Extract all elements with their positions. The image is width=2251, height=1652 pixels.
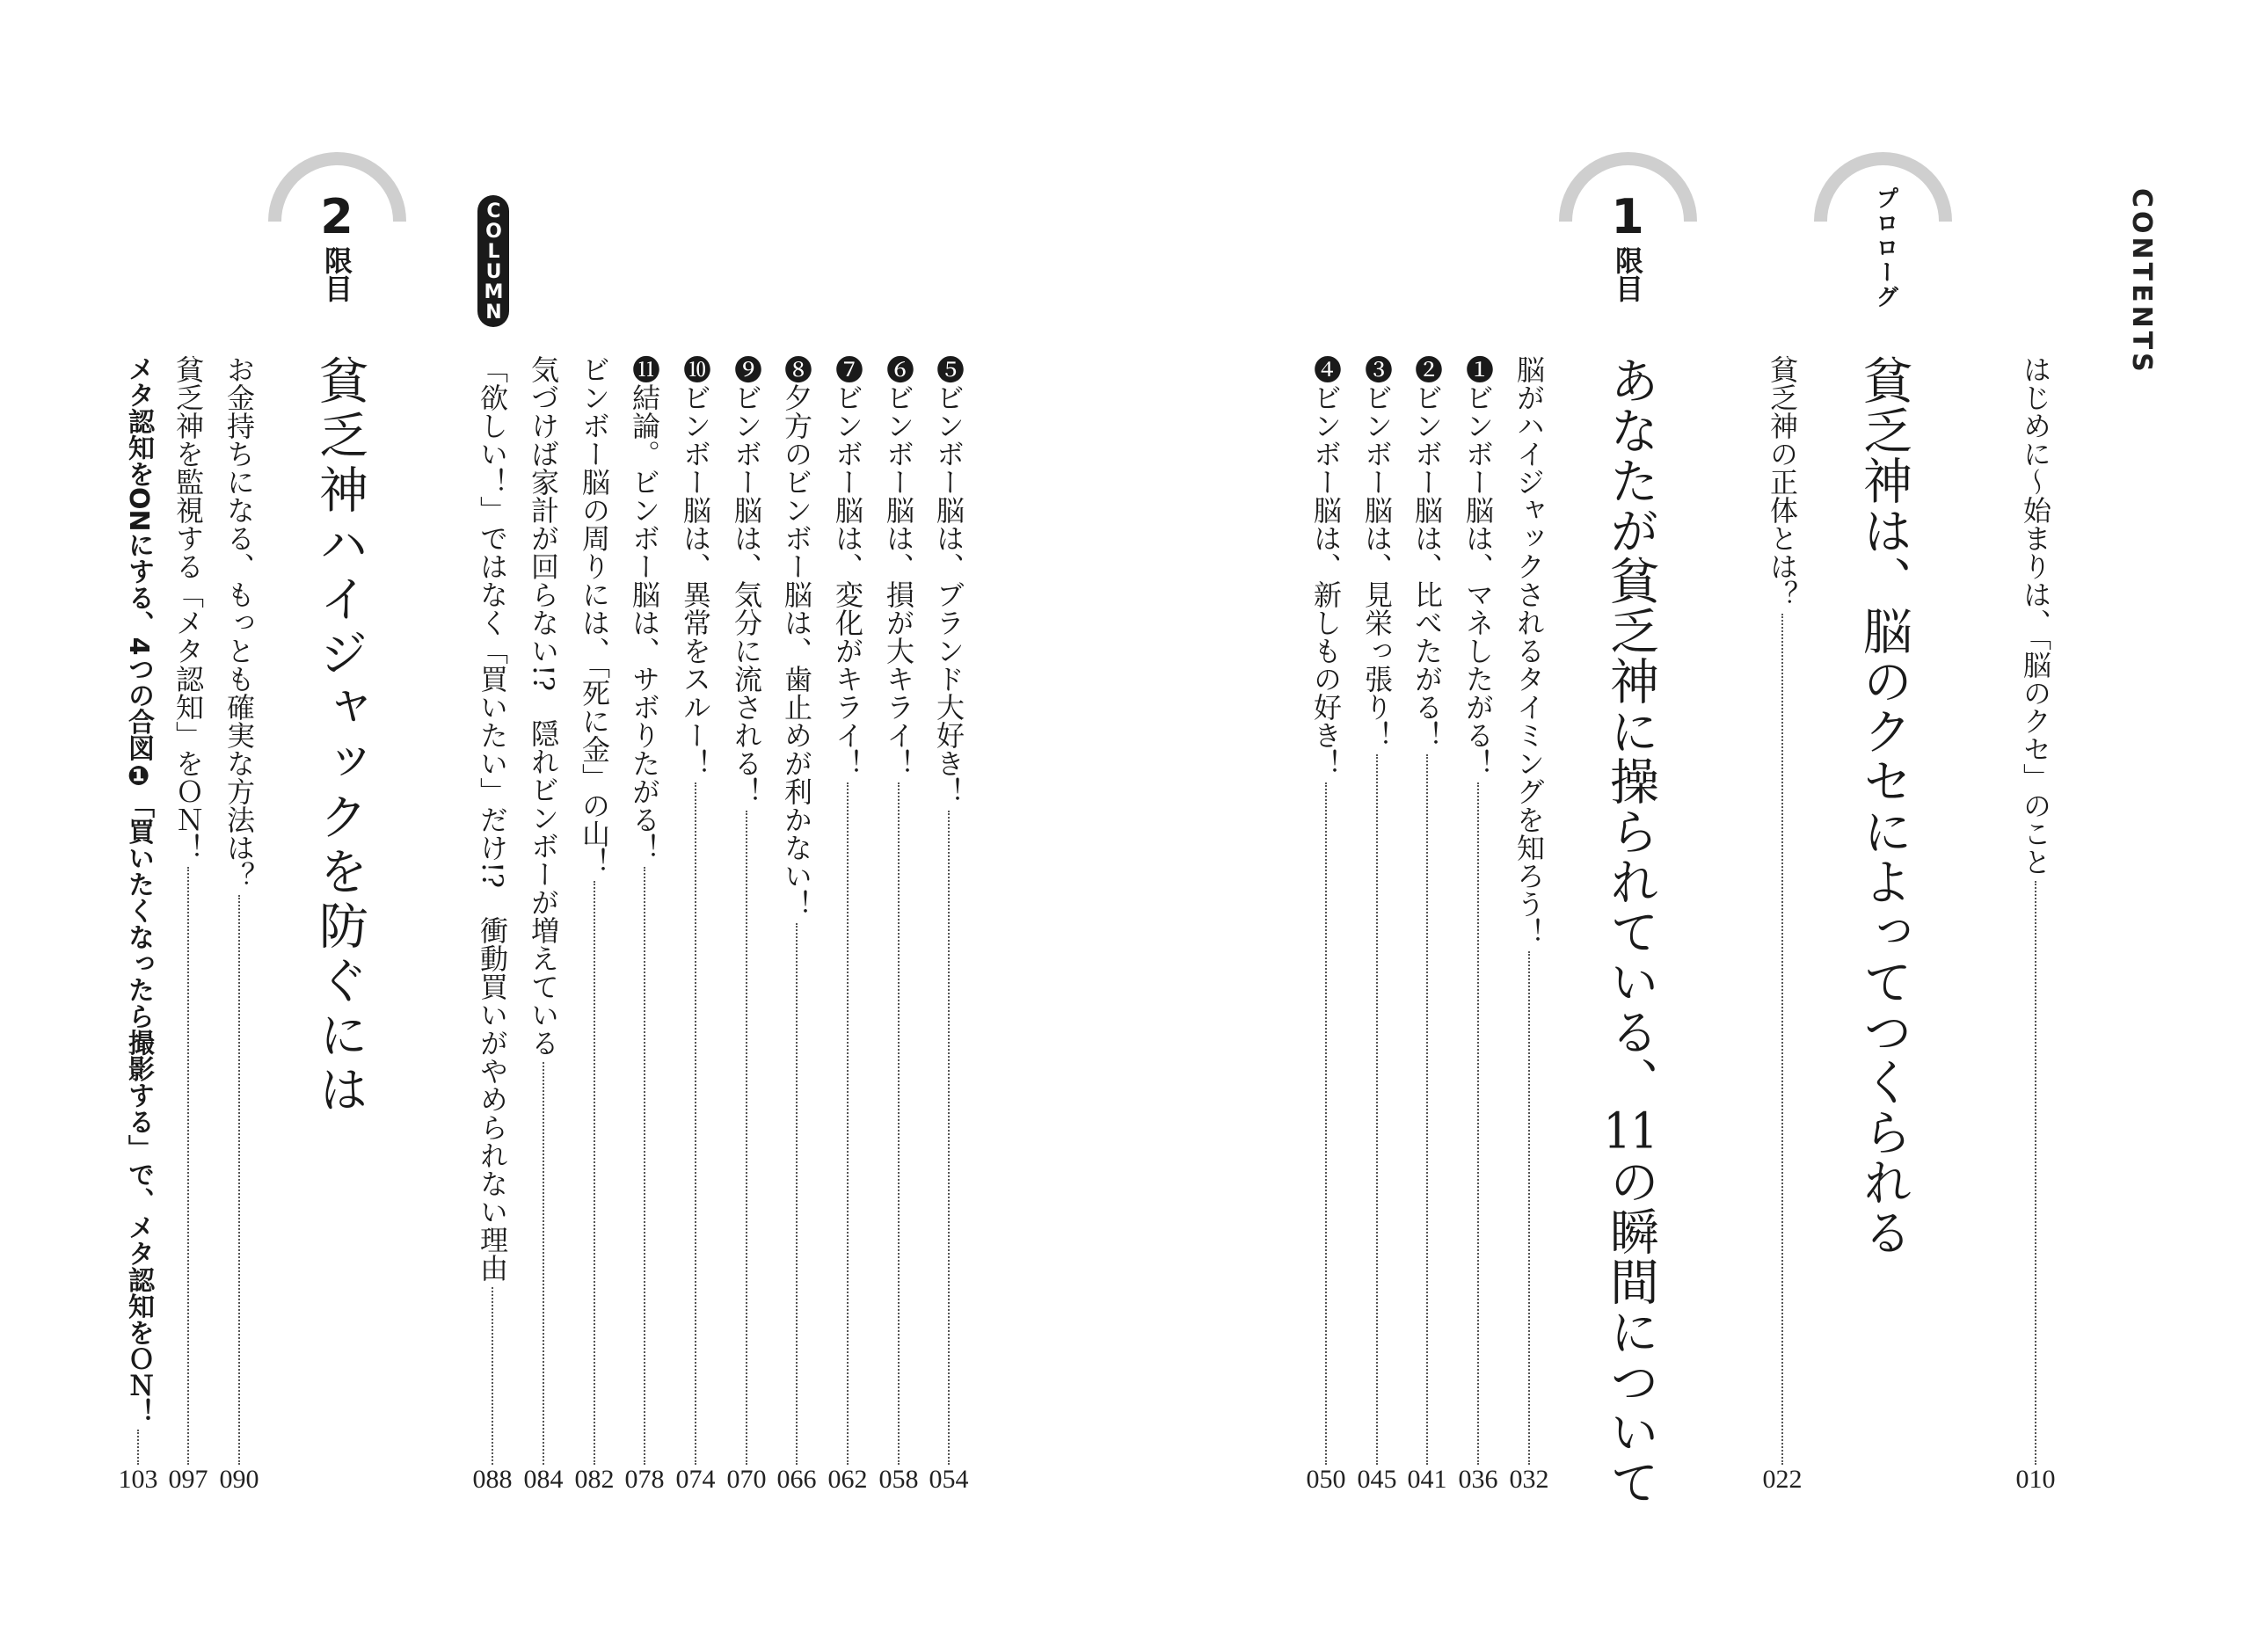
- toc-page-number: 062: [827, 1465, 868, 1494]
- dotted-leader: [1325, 782, 1327, 1465]
- toc-entry-title: ❻ビンボー脳は、損が大キライ！: [882, 355, 915, 777]
- toc-entry-title: ❸ビンボー脳は、見栄っ張り！: [1360, 355, 1394, 749]
- toc-entry-title: 貧乏神を監視する「メタ認知」をＯＮ！: [171, 355, 205, 862]
- toc-page-number: 066: [776, 1465, 817, 1494]
- toc-page-number: 088: [472, 1465, 513, 1494]
- toc-page-number: 058: [878, 1465, 919, 1494]
- prologue-title: 貧乏神は、脳のクセによってつくられる: [1855, 355, 1912, 1257]
- toc-page-number: 078: [624, 1465, 665, 1494]
- dotted-leader: [238, 895, 240, 1465]
- toc-page-number: 074: [675, 1465, 716, 1494]
- toc-entry-title: 貧乏神の正体とは？: [1766, 355, 1799, 608]
- toc-entry: [676, 355, 715, 1465]
- toc-page-number: 022: [1762, 1465, 1803, 1494]
- chapter2-title: 貧乏神ハイジャックを防ぐには: [311, 355, 368, 1118]
- chapter1-title: [1602, 355, 1659, 1507]
- toc-entry: [929, 355, 968, 1465]
- dotted-leader: [594, 881, 595, 1465]
- toc-entry-title: ビンボー脳の周りには、「死に金」の山！: [578, 355, 611, 876]
- toc-entry: [2016, 355, 2055, 1465]
- toc-entry: [1510, 355, 1548, 1465]
- chapter1-title-part: あなたが貧乏神に操られている、: [1602, 355, 1659, 1107]
- toc-entry-title: ❽夕方のビンボー脳は、歯止めが利かない！: [780, 355, 813, 918]
- toc-entry: [220, 355, 259, 1465]
- chapter2-unit: 限目: [320, 246, 353, 302]
- chapter2-number: 2: [320, 189, 353, 244]
- toc-entry-title: ❾ビンボー脳は、気分に流される！: [730, 355, 763, 805]
- toc-entry: [727, 355, 766, 1465]
- toc-entry: [169, 355, 208, 1465]
- toc-entry: [1408, 355, 1446, 1465]
- toc-entry: [1459, 355, 1497, 1465]
- toc-entry: [524, 355, 563, 1465]
- toc-page-number: 097: [168, 1465, 208, 1494]
- toc-entry-title: ❿ビンボー脳は、異常をスルー！: [679, 355, 712, 777]
- toc-page-number: 041: [1407, 1465, 1447, 1494]
- toc-entry: [777, 355, 816, 1465]
- dotted-leader: [1426, 754, 1428, 1465]
- toc-entry-title: ❼ビンボー脳は、変化がキライ！: [831, 355, 864, 777]
- dotted-leader: [1528, 951, 1530, 1465]
- toc-page-number: 036: [1458, 1465, 1498, 1494]
- dotted-leader: [644, 867, 645, 1465]
- toc-page-number: 054: [929, 1465, 969, 1494]
- toc-entry-title: ⓫結論。ビンボー脳は、サボりたがる！: [628, 355, 661, 862]
- dotted-leader: [492, 1287, 493, 1465]
- toc-entry-title: はじめに〜始まりは、「脳のクセ」のこと: [2019, 355, 2052, 876]
- dotted-leader: [695, 782, 696, 1465]
- contents-heading: CONTENTS: [2126, 188, 2157, 375]
- dotted-leader: [948, 811, 950, 1465]
- toc-entry: [625, 355, 664, 1465]
- toc-page-number: 050: [1306, 1465, 1346, 1494]
- chapter1-unit: 限目: [1611, 246, 1644, 302]
- toc-entry-title: 気づけば家計が回らない!? 隠れビンボーが増えている: [527, 355, 560, 1058]
- toc-entry: [1307, 355, 1345, 1465]
- toc-entry-title: ❺ビンボー脳は、ブランド大好き！: [932, 355, 965, 805]
- toc-entry: [879, 355, 918, 1465]
- toc-entry: [473, 355, 512, 1465]
- toc-entry-title: 「欲しい！」ではなく「買いたい」だけ!? 衝動買いがやめられない理由: [476, 355, 509, 1283]
- dotted-leader: [746, 811, 747, 1465]
- dotted-leader: [543, 1062, 544, 1465]
- dotted-leader: [2035, 881, 2036, 1465]
- toc-page-number: 084: [523, 1465, 564, 1494]
- chapter1-title-part: の瞬間について: [1602, 1156, 1659, 1507]
- toc-entry: [1763, 355, 1802, 1465]
- dotted-leader: [1477, 782, 1479, 1465]
- toc-entry-title: ❷ビンボー脳は、比べたがる！: [1410, 355, 1444, 749]
- toc-page-number: 070: [726, 1465, 767, 1494]
- dotted-leader: [187, 867, 189, 1465]
- toc-entry-title: 脳がハイジャックされるタイミングを知ろう！: [1512, 355, 1546, 946]
- toc-page-number: 032: [1509, 1465, 1549, 1494]
- dotted-leader: [1781, 614, 1783, 1465]
- prologue-label: プロローグ: [1872, 186, 1898, 309]
- toc-entry: [575, 355, 614, 1465]
- chapter1-title-number: 11: [1603, 1107, 1658, 1156]
- toc-entry-title: ❶ビンボー脳は、マネしたがる！: [1461, 355, 1495, 777]
- toc-entry-title: お金持ちになる、もっとも確実な方法は？: [222, 355, 256, 890]
- toc-entry-title: ❹ビンボー脳は、新しもの好き！: [1309, 355, 1343, 777]
- toc-entry: [828, 355, 867, 1465]
- toc-page-number: 045: [1357, 1465, 1397, 1494]
- toc-page-number: 103: [118, 1465, 158, 1494]
- dotted-leader: [796, 923, 798, 1465]
- toc-page-number: 010: [2015, 1465, 2056, 1494]
- column-badge: COLUMN: [477, 195, 509, 327]
- toc-entry: [1358, 355, 1396, 1465]
- toc-page-number: 082: [574, 1465, 615, 1494]
- toc-entry-title: メタ認知をONにする、4つの合図❶「買いたくなったら撮影する」で、メタ認知をＯＮ！: [123, 355, 154, 1425]
- dotted-leader: [1376, 754, 1378, 1465]
- chapter1-number: 1: [1611, 189, 1644, 244]
- toc-page-number: 090: [219, 1465, 259, 1494]
- dotted-leader: [898, 782, 900, 1465]
- toc-entry: [119, 355, 157, 1465]
- dotted-leader: [847, 782, 849, 1465]
- dotted-leader: [137, 1430, 139, 1465]
